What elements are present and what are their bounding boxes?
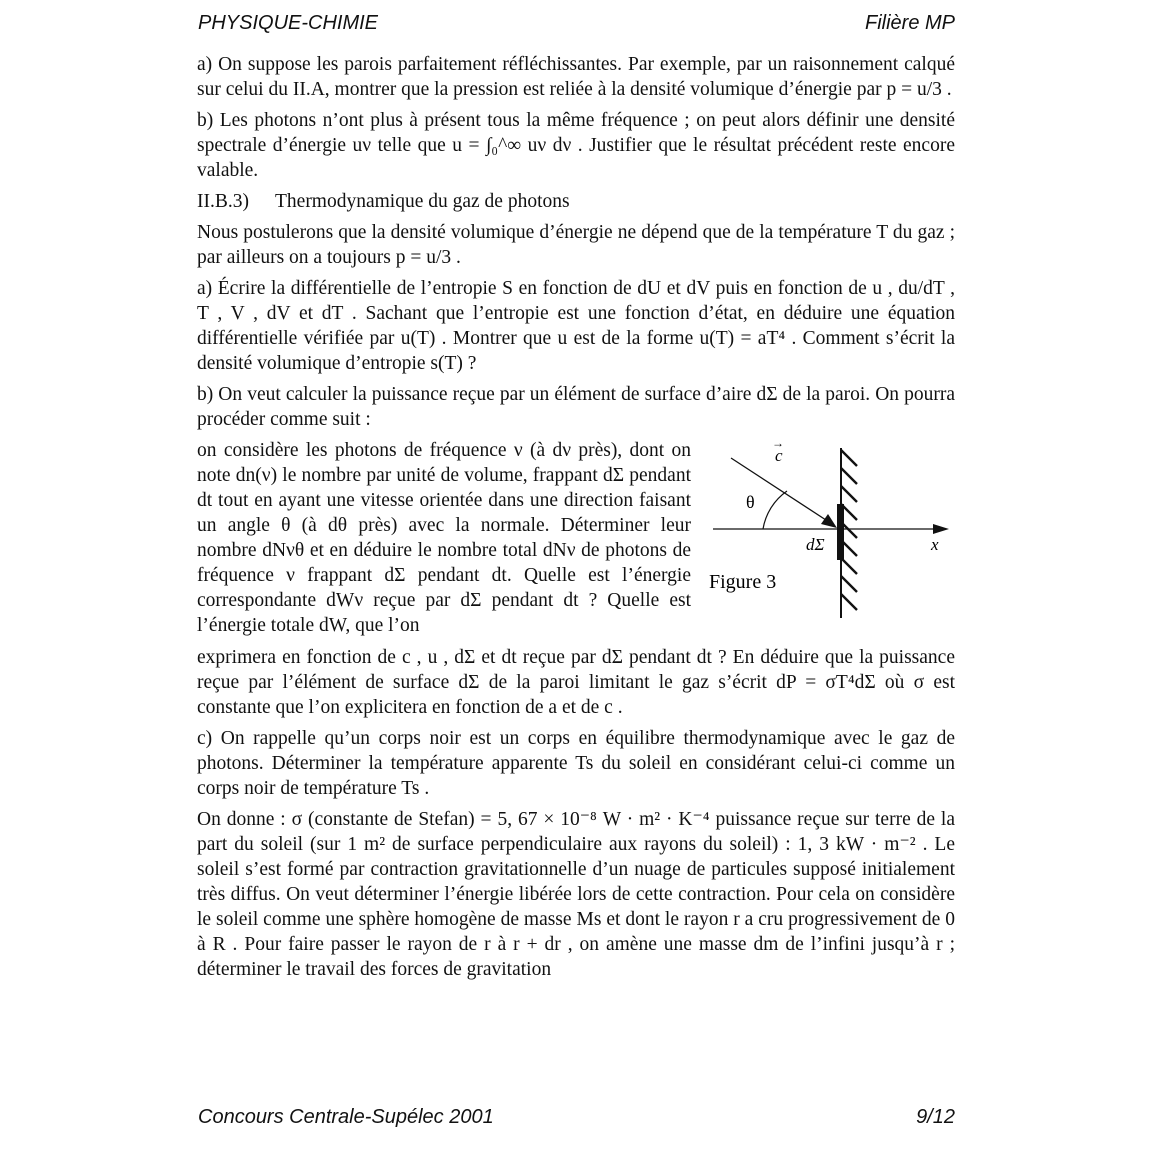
paragraph-b2-wrapped: on considère les photons de fréquence ν (à dν près), dont on note dn(ν) le nombre par unité de volume, frappant dΣ pendant dt tout en ayant une vitesse orientée dans une direction faisant un angle θ (à dθ près) avec la normale. Déterminer leur nombre dNνθ et en déduire le nombre total dNν de photons de fréquence ν frappant dΣ pendant dt. Quelle est l’énergie correspondante dWν reçue par dΣ pendant dt ? Quelle est l’énergie totale dW, que l’on — [197, 440, 691, 636]
paragraph-b2-continued: exprimera en fonction de c , u , dΣ et dt reçue par dΣ pendant dt ? En déduire que la puissance reçue par l’élément de surface dΣ de la paroi limitant le gaz s’écrit dP = σT⁴dΣ où σ est constante que l’on explicitera en fonction de a et de c . — [197, 647, 955, 718]
page-footer-page-number: 9/12 — [916, 1106, 955, 1128]
c-vector-label: c — [775, 446, 783, 465]
dsigma-element — [837, 504, 844, 560]
paragraph-b2: b) On veut calculer la puissance reçue par un élément de surface d’aire dΣ de la paroi. On pourra procéder comme suit : — [197, 384, 955, 430]
figure-wrap-block — [197, 438, 955, 645]
document-body — [197, 52, 955, 988]
figure-3-diagram — [691, 438, 955, 638]
angle-arc — [763, 491, 787, 529]
c-vector-arrow: → — [772, 438, 784, 450]
ray-c-arrowhead — [821, 514, 837, 528]
page-footer-competition: Concours Centrale-Supélec 2001 — [198, 1106, 494, 1128]
paragraph-a2: a) Écrire la différentielle de l’entropie S en fonction de dU et dV puis en fonction de u , du/dT , T , V , dV et dT . Sachant que l’entropie est une fonction d’état, en déduire une équation différentielle vérifiée par u(T) . Montrer que u est de la forme u(T) = aT⁴ . Comment s’écrit la densité volumique d’entropie s(T) ? — [197, 278, 955, 374]
dsigma-label: dΣ — [806, 535, 825, 554]
section-title: Thermodynamique du gaz de photons — [275, 191, 570, 212]
section-number: II.B.3) — [197, 191, 249, 212]
paragraph-a1: a) On suppose les parois parfaitement réfléchissantes. Par exemple, par un raisonnement calqué sur celui du II.A, montrer que la pression est reliée à la densité volumique d’énergie par p = u/3 . — [197, 54, 955, 100]
figure-3 — [691, 438, 955, 645]
paragraph-donne: On donne : σ (constante de Stefan) = 5, 67 × 10⁻⁸ W · m² · K⁻⁴ puissance reçue sur terre de la part du soleil (sur 1 m² de surface perpendiculaire aux rayons du soleil) : 1, 3 kW · m⁻² . Le soleil s’est formé par contraction gravitationnelle d’un nuage de particules supposé initialement très diffus. On veut déterminer l’énergie libérée lors de cette contraction. Pour cela on considère le soleil comme une sphère homogène de masse Ms et dont le rayon r a cru progressivement de 0 à R . Pour faire passer le rayon de r à r + dr , on amène une masse dm de l’infini jusqu’à r ; déterminer le travail des forces de gravitation — [197, 809, 955, 980]
ray-c — [731, 458, 829, 522]
x-label: x — [931, 535, 939, 554]
paragraph-intro: Nous postulerons que la densité volumique d’énergie ne dépend que de la température T du gaz ; par ailleurs on a toujours p = u/3 . — [197, 222, 955, 268]
paragraph-b1: b) Les photons n’ont plus à présent tous la même fréquence ; on peut alors définir une densité spectrale d’énergie uν telle que u = ∫₀^∞ uν dν . Justifier que le résultat précédent reste encore valable. — [197, 110, 955, 181]
page-header-subject: PHYSIQUE-CHIMIE — [198, 12, 379, 34]
theta-label: θ — [746, 492, 755, 512]
section-heading — [197, 189, 955, 214]
page-header-track: Filière MP — [864, 12, 955, 34]
x-axis-arrowhead — [933, 524, 949, 534]
figure-caption: Figure 3 — [709, 571, 777, 593]
paragraph-c: c) On rappelle qu’un corps noir est un corps en équilibre thermodynamique avec le gaz de photons. Déterminer la température apparente Ts du soleil en considérant celui-ci comme un corps noir de température Ts . — [197, 728, 955, 799]
